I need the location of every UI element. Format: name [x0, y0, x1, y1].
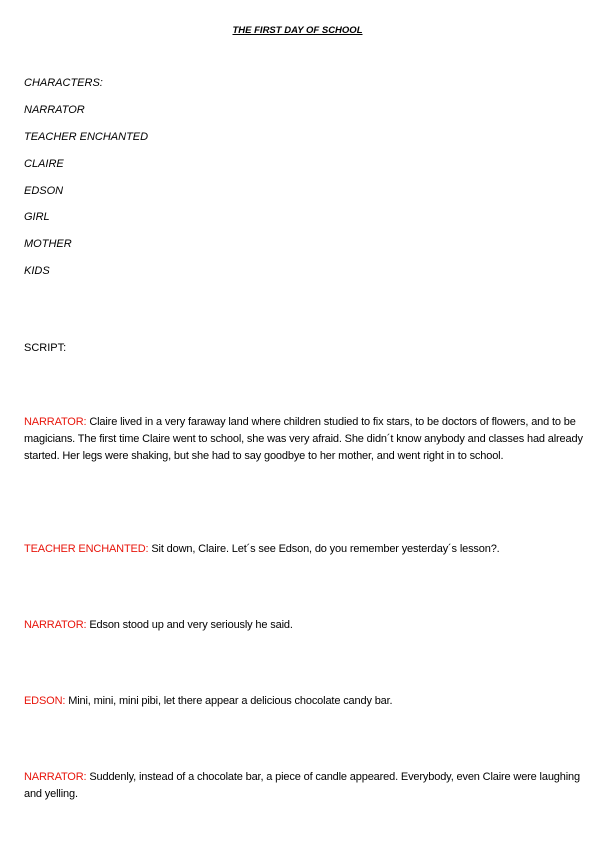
- script-line: [24, 414, 584, 465]
- dialogue-text: Suddenly, instead of a chocolate bar, a piece of candle appeared. Everybody, even Claire were laughing and yelling.: [24, 771, 580, 800]
- character-item: KIDS: [24, 265, 50, 277]
- character-item: NARRATOR: [24, 104, 85, 116]
- script-heading: SCRIPT:: [24, 342, 67, 354]
- character-item: TEACHER ENCHANTED: [24, 131, 149, 143]
- script-line: [24, 617, 584, 634]
- speaker-label: NARRATOR:: [24, 416, 87, 428]
- dialogue-text: Edson stood up and very seriously he said.: [89, 619, 293, 631]
- dialogue-text: Claire lived in a very faraway land where children studied to fix stars, to be doctors of flowers, and to be magicians. The first time Claire went to school, she was very afraid. She didn´t know anybody and classes had already started. Her legs were shaking, but she had to say goodbye to her mother, and went right in to school.: [24, 416, 583, 462]
- speaker-label: NARRATOR:: [24, 619, 87, 631]
- dialogue-text: Mini, mini, mini pibi, let there appear a delicious chocolate candy bar.: [68, 695, 393, 707]
- script-line: [24, 541, 584, 558]
- script-line: [24, 693, 584, 710]
- character-item: MOTHER: [24, 238, 72, 250]
- characters-heading: CHARACTERS:: [24, 77, 103, 89]
- character-item: GIRL: [24, 211, 50, 223]
- speaker-label: TEACHER ENCHANTED:: [24, 543, 149, 555]
- document-title: THE FIRST DAY OF SCHOOL: [232, 25, 363, 36]
- speaker-label: EDSON:: [24, 695, 66, 707]
- character-item: EDSON: [24, 185, 64, 197]
- dialogue-text: Sit down, Claire. Let´s see Edson, do you remember yesterday´s lesson?.: [151, 543, 500, 555]
- speaker-label: NARRATOR:: [24, 771, 87, 783]
- character-item: CLAIRE: [24, 158, 64, 170]
- script-line: [24, 769, 584, 803]
